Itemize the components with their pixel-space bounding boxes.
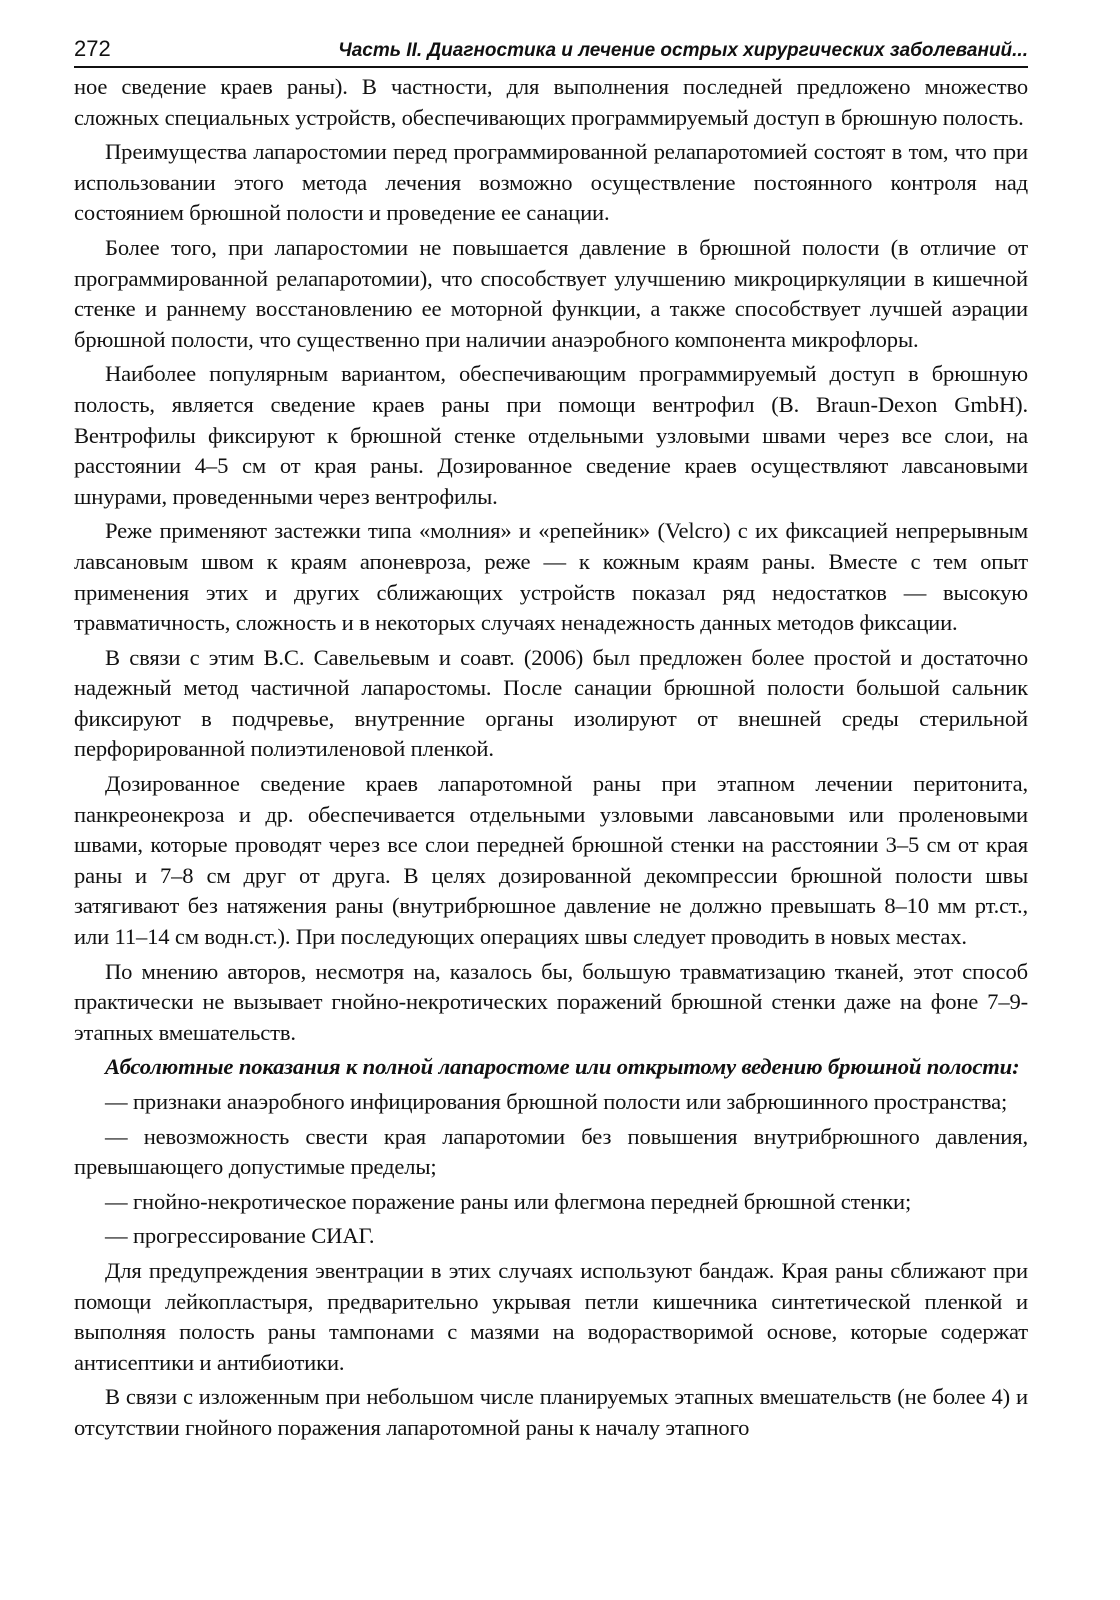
- list-item: — признаки анаэробного инфицирования брюшной полости или забрюшинного пространства;: [105, 1089, 1008, 1114]
- paragraph: В связи с изложенным при небольшом числе планируемых этапных вмешательств (не более 4) и отсутствии гнойного поражения лапаротомной раны к началу этапного: [74, 1384, 1028, 1440]
- book-page: [74, 26, 1028, 1448]
- list-item: — невозможность свести края лапаротомии без повышения внутрибрюшного давления, превышающего допустимые пределы;: [74, 1123, 1028, 1180]
- paragraph: В связи с этим В.С. Савельевым и соавт. (2006) был предложен более простой и достаточно надежный метод частичной лапаростомы. После санации брюшной полости большой сальник фиксируют в подчревье, внутренние органы изолируют от внешней среды стерильной перфорированной полиэтиленовой пленкой.: [74, 644, 1028, 762]
- paragraph: Более того, при лапаростомии не повышается давление в брюшной полости (в отличие от программированной релапаротомии), что способствует улучшению микроциркуляции в кишечной стенке и раннему восстановлению ее моторной функции, а также способствует лучшей аэрации брюшной полости, что существенно при наличии анаэробного компонента микрофлоры.: [74, 234, 1028, 352]
- page-number: 272: [74, 36, 111, 61]
- list-item: — гнойно-некротическое поражение раны или флегмона передней брюшной стенки;: [105, 1188, 912, 1214]
- page-header: [74, 26, 1028, 68]
- running-title: Часть II. Диагностика и лечение острых хирургических заболеваний...: [338, 40, 1028, 61]
- paragraph: Для предупреждения эвентрации в этих случаях используют бандаж. Края раны сближают при помощи лейкопластыря, предварительно укрывая петли кишечника синтетической пленкой и выполняя полость раны тампонами с мазями на водорастворимой основе, которые содержат антисептики и антибиотики.: [74, 1257, 1028, 1375]
- body-text: [74, 72, 1028, 1444]
- paragraph: Реже применяют застежки типа «молния» и «репейник» (Velcro) с их фиксацией непрерывным лавсановым швом к краям апоневроза, реже — к кожным краям раны. Вместе с тем опыт применения этих и других сближающих устройств показал ряд недостатков — высокую травматичность, сложность и в некоторых случаях ненадежность данных методов фиксации.: [74, 518, 1028, 636]
- paragraph: По мнению авторов, несмотря на, казалось бы, большую травматизацию тканей, этот способ практически не вызывает гнойно-некротических поражений брюшной стенки даже на фоне 7–9-этапных вмешательств.: [74, 958, 1028, 1045]
- paragraph: Преимущества лапаростомии перед программированной релапаротомией состоят в том, что при использовании этого метода лечения возможно осуществление постоянного контроля над состоянием брюшной полости и проведение ее санации.: [74, 139, 1028, 226]
- paragraph: ное сведение краев раны). В частности, для выполнения последней предложено множество сложных специальных устройств, обеспечивающих программируемый доступ в брюшную полость.: [74, 74, 1028, 130]
- indications-heading: Абсолютные показания к полной лапаростоме или открытому ведению брюшной полости:: [105, 1054, 1020, 1080]
- paragraph: Дозированное сведение краев лапаротомной раны при этапном лечении перитонита, панкреонекроза и др. обеспечивается отдельными узловыми лавсановыми или проленовыми швами, которые проводят через все слои передней брюшной стенки на расстоянии 3–5 см от края раны и 7–8 см друг от друга. В целях дозированной декомпрессии брюшной полости швы затягивают без натяжения раны (внутрибрюшное давление не должно превышать 8–10 мм рт.ст., или 11–14 см водн.ст.). При последующих операциях швы следует проводить в новых местах.: [74, 771, 1028, 950]
- indications-list: [74, 1087, 1028, 1252]
- list-item: — прогрессирование СИАГ.: [105, 1223, 375, 1249]
- paragraph: Наиболее популярным вариантом, обеспечивающим программируемый доступ в брюшную полость, является сведение краев раны при помощи вентрофил (B. Braun-Dexon GmbH). Вентрофилы фиксируют к брюшной стенке отдельными узловыми швами через все слои, на расстоянии 4–5 см от края раны. Дозированное сведение краев осуществляют лавсановыми шнурами, проведенными через вентрофилы.: [74, 361, 1028, 509]
